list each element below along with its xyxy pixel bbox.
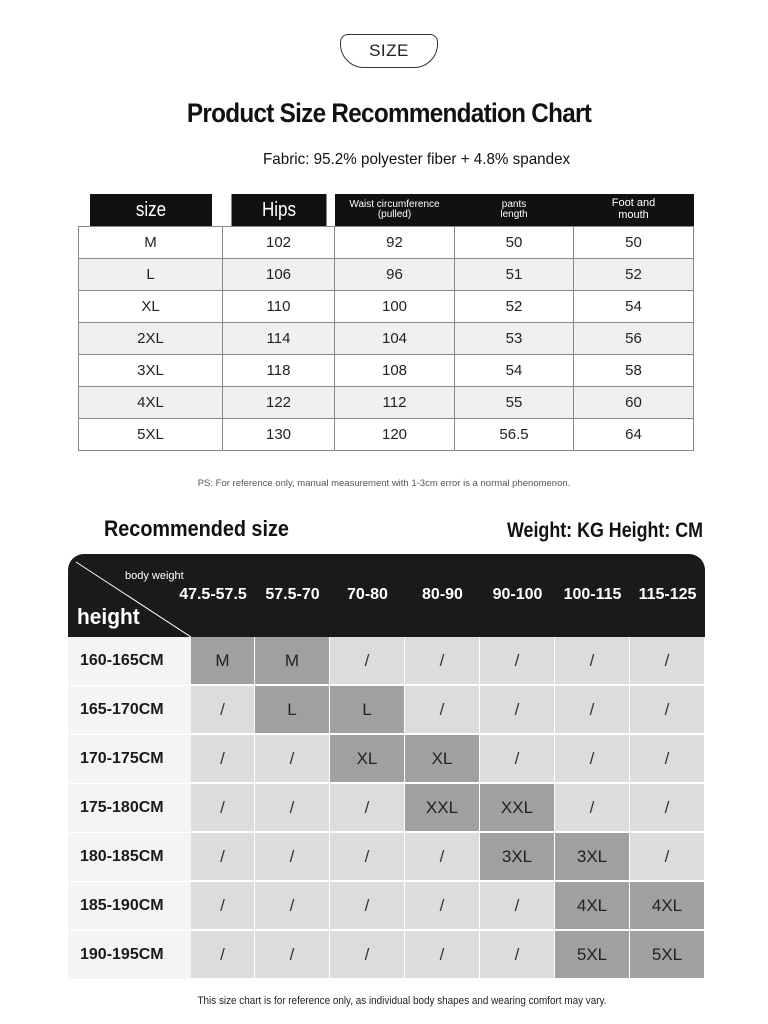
- recommendation-grid: [68, 554, 705, 980]
- empty-size-cell: /: [555, 637, 630, 685]
- table-cell: 52: [455, 291, 574, 323]
- recommended-size-title: Recommended size: [104, 516, 289, 541]
- corner-body-weight: body weight: [125, 570, 184, 582]
- table-row: [79, 323, 694, 355]
- height-row-header: 170-175CM: [68, 735, 191, 784]
- empty-size-cell: /: [255, 882, 330, 930]
- height-row-header: 185-190CM: [68, 882, 191, 931]
- measurement-header-row: [79, 194, 694, 227]
- table-cell: 2XL: [79, 323, 223, 355]
- recommended-size-cell: 5XL: [555, 931, 630, 979]
- size-tab: SIZE: [340, 34, 438, 68]
- header-hips: Hips: [231, 194, 326, 227]
- empty-size-cell: /: [630, 833, 705, 881]
- empty-size-cell: /: [630, 637, 705, 685]
- empty-size-cell: /: [191, 686, 255, 734]
- header-foot-mouth: Foot and mouth: [574, 194, 694, 227]
- table-cell: 3XL: [79, 355, 223, 387]
- empty-size-cell: /: [330, 931, 405, 979]
- empty-size-cell: /: [255, 833, 330, 881]
- recommended-size-cell: XXL: [405, 784, 480, 832]
- empty-size-cell: /: [480, 882, 555, 930]
- table-cell: 58: [574, 355, 694, 387]
- empty-size-cell: /: [405, 882, 480, 930]
- recommended-size-cell: 3XL: [480, 833, 555, 881]
- recommended-size-cell: XXL: [480, 784, 555, 832]
- recommended-size-cell: 4XL: [555, 882, 630, 930]
- table-cell: 102: [223, 227, 335, 259]
- empty-size-cell: /: [480, 686, 555, 734]
- table-cell: 56.5: [455, 419, 574, 451]
- table-cell: M: [79, 227, 223, 259]
- footer-note: This size chart is for reference only, as individual body shapes and wearing comfort may vary.: [197, 995, 607, 1007]
- recommended-size-cell: XL: [330, 735, 405, 783]
- table-cell: 114: [223, 323, 335, 355]
- units-title: Weight: KG Height: CM: [507, 519, 704, 542]
- weight-column-header: 70-80: [347, 586, 388, 603]
- empty-size-cell: /: [405, 833, 480, 881]
- table-cell: 100: [335, 291, 455, 323]
- empty-size-cell: /: [480, 931, 555, 979]
- height-row-header: 160-165CM: [68, 637, 191, 686]
- corner-height: height: [77, 604, 140, 629]
- table-cell: 64: [574, 419, 694, 451]
- height-row-header: 175-180CM: [68, 784, 191, 833]
- table-cell: 52: [574, 259, 694, 291]
- weight-column-header: 100-115: [563, 586, 622, 603]
- table-cell: 120: [335, 419, 455, 451]
- header-pants-length: pants length: [455, 194, 574, 227]
- table-cell: 4XL: [79, 387, 223, 419]
- table-row: [79, 259, 694, 291]
- table-row: [79, 419, 694, 451]
- recommended-size-cell: 3XL: [555, 833, 630, 881]
- page-title: Product Size Recommendation Chart: [186, 98, 592, 128]
- empty-size-cell: /: [330, 833, 405, 881]
- table-cell: 112: [335, 387, 455, 419]
- table-cell: XL: [79, 291, 223, 323]
- table-cell: 108: [335, 355, 455, 387]
- empty-size-cell: /: [630, 784, 705, 832]
- table-cell: 92: [335, 227, 455, 259]
- table-cell: 110: [223, 291, 335, 323]
- table-cell: 53: [455, 323, 574, 355]
- table-row: [79, 387, 694, 419]
- recommended-size-cell: L: [255, 686, 330, 734]
- empty-size-cell: /: [630, 735, 705, 783]
- fabric-info: Fabric: 95.2% polyester fiber + 4.8% spandex: [263, 151, 571, 168]
- table-cell: L: [79, 259, 223, 291]
- weight-column-header: 80-90: [422, 586, 463, 603]
- table-cell: 106: [223, 259, 335, 291]
- table-cell: 96: [335, 259, 455, 291]
- table-row: [79, 291, 694, 323]
- recommendation-header: [68, 554, 705, 637]
- empty-size-cell: /: [555, 686, 630, 734]
- empty-size-cell: /: [191, 931, 255, 979]
- empty-size-cell: /: [405, 637, 480, 685]
- recommended-size-cell: L: [330, 686, 405, 734]
- empty-size-cell: /: [555, 784, 630, 832]
- table-cell: 104: [335, 323, 455, 355]
- empty-size-cell: /: [330, 784, 405, 832]
- table-cell: 50: [455, 227, 574, 259]
- height-row-header: 190-195CM: [68, 931, 191, 980]
- empty-size-cell: /: [480, 637, 555, 685]
- weight-column-header: 115-125: [638, 586, 697, 603]
- height-row-header: 180-185CM: [68, 833, 191, 882]
- empty-size-cell: /: [255, 784, 330, 832]
- empty-size-cell: /: [191, 784, 255, 832]
- empty-size-cell: /: [405, 931, 480, 979]
- table-cell: 130: [223, 419, 335, 451]
- table-cell: 56: [574, 323, 694, 355]
- recommended-size-cell: M: [255, 637, 330, 685]
- header-size: size: [89, 194, 211, 227]
- empty-size-cell: /: [330, 882, 405, 930]
- table-cell: 54: [455, 355, 574, 387]
- table-cell: 5XL: [79, 419, 223, 451]
- recommended-size-cell: M: [191, 637, 255, 685]
- header-waist: Waist circumference (pulled): [335, 194, 455, 227]
- empty-size-cell: /: [405, 686, 480, 734]
- recommended-size-cell: 4XL: [630, 882, 705, 930]
- table-cell: 118: [223, 355, 335, 387]
- table-cell: 55: [455, 387, 574, 419]
- ps-note: PS: For reference only, manual measurement with 1-3cm error is a normal phenomenon.: [197, 478, 571, 489]
- table-cell: 51: [455, 259, 574, 291]
- empty-size-cell: /: [191, 735, 255, 783]
- weight-column-header: 47.5-57.5: [179, 586, 247, 603]
- recommended-size-cell: 5XL: [630, 931, 705, 979]
- table-row: [79, 227, 694, 259]
- height-row-header: 165-170CM: [68, 686, 191, 735]
- recommended-size-cell: XL: [405, 735, 480, 783]
- table-cell: 50: [574, 227, 694, 259]
- table-row: [79, 355, 694, 387]
- empty-size-cell: /: [480, 735, 555, 783]
- empty-size-cell: /: [555, 735, 630, 783]
- empty-size-cell: /: [255, 931, 330, 979]
- table-cell: 54: [574, 291, 694, 323]
- empty-size-cell: /: [255, 735, 330, 783]
- empty-size-cell: /: [191, 833, 255, 881]
- weight-column-header: 90-100: [492, 586, 543, 603]
- empty-size-cell: /: [330, 637, 405, 685]
- weight-column-header: 57.5-70: [265, 586, 320, 603]
- measurement-table: [78, 194, 694, 451]
- table-cell: 122: [223, 387, 335, 419]
- empty-size-cell: /: [191, 882, 255, 930]
- table-cell: 60: [574, 387, 694, 419]
- empty-size-cell: /: [630, 686, 705, 734]
